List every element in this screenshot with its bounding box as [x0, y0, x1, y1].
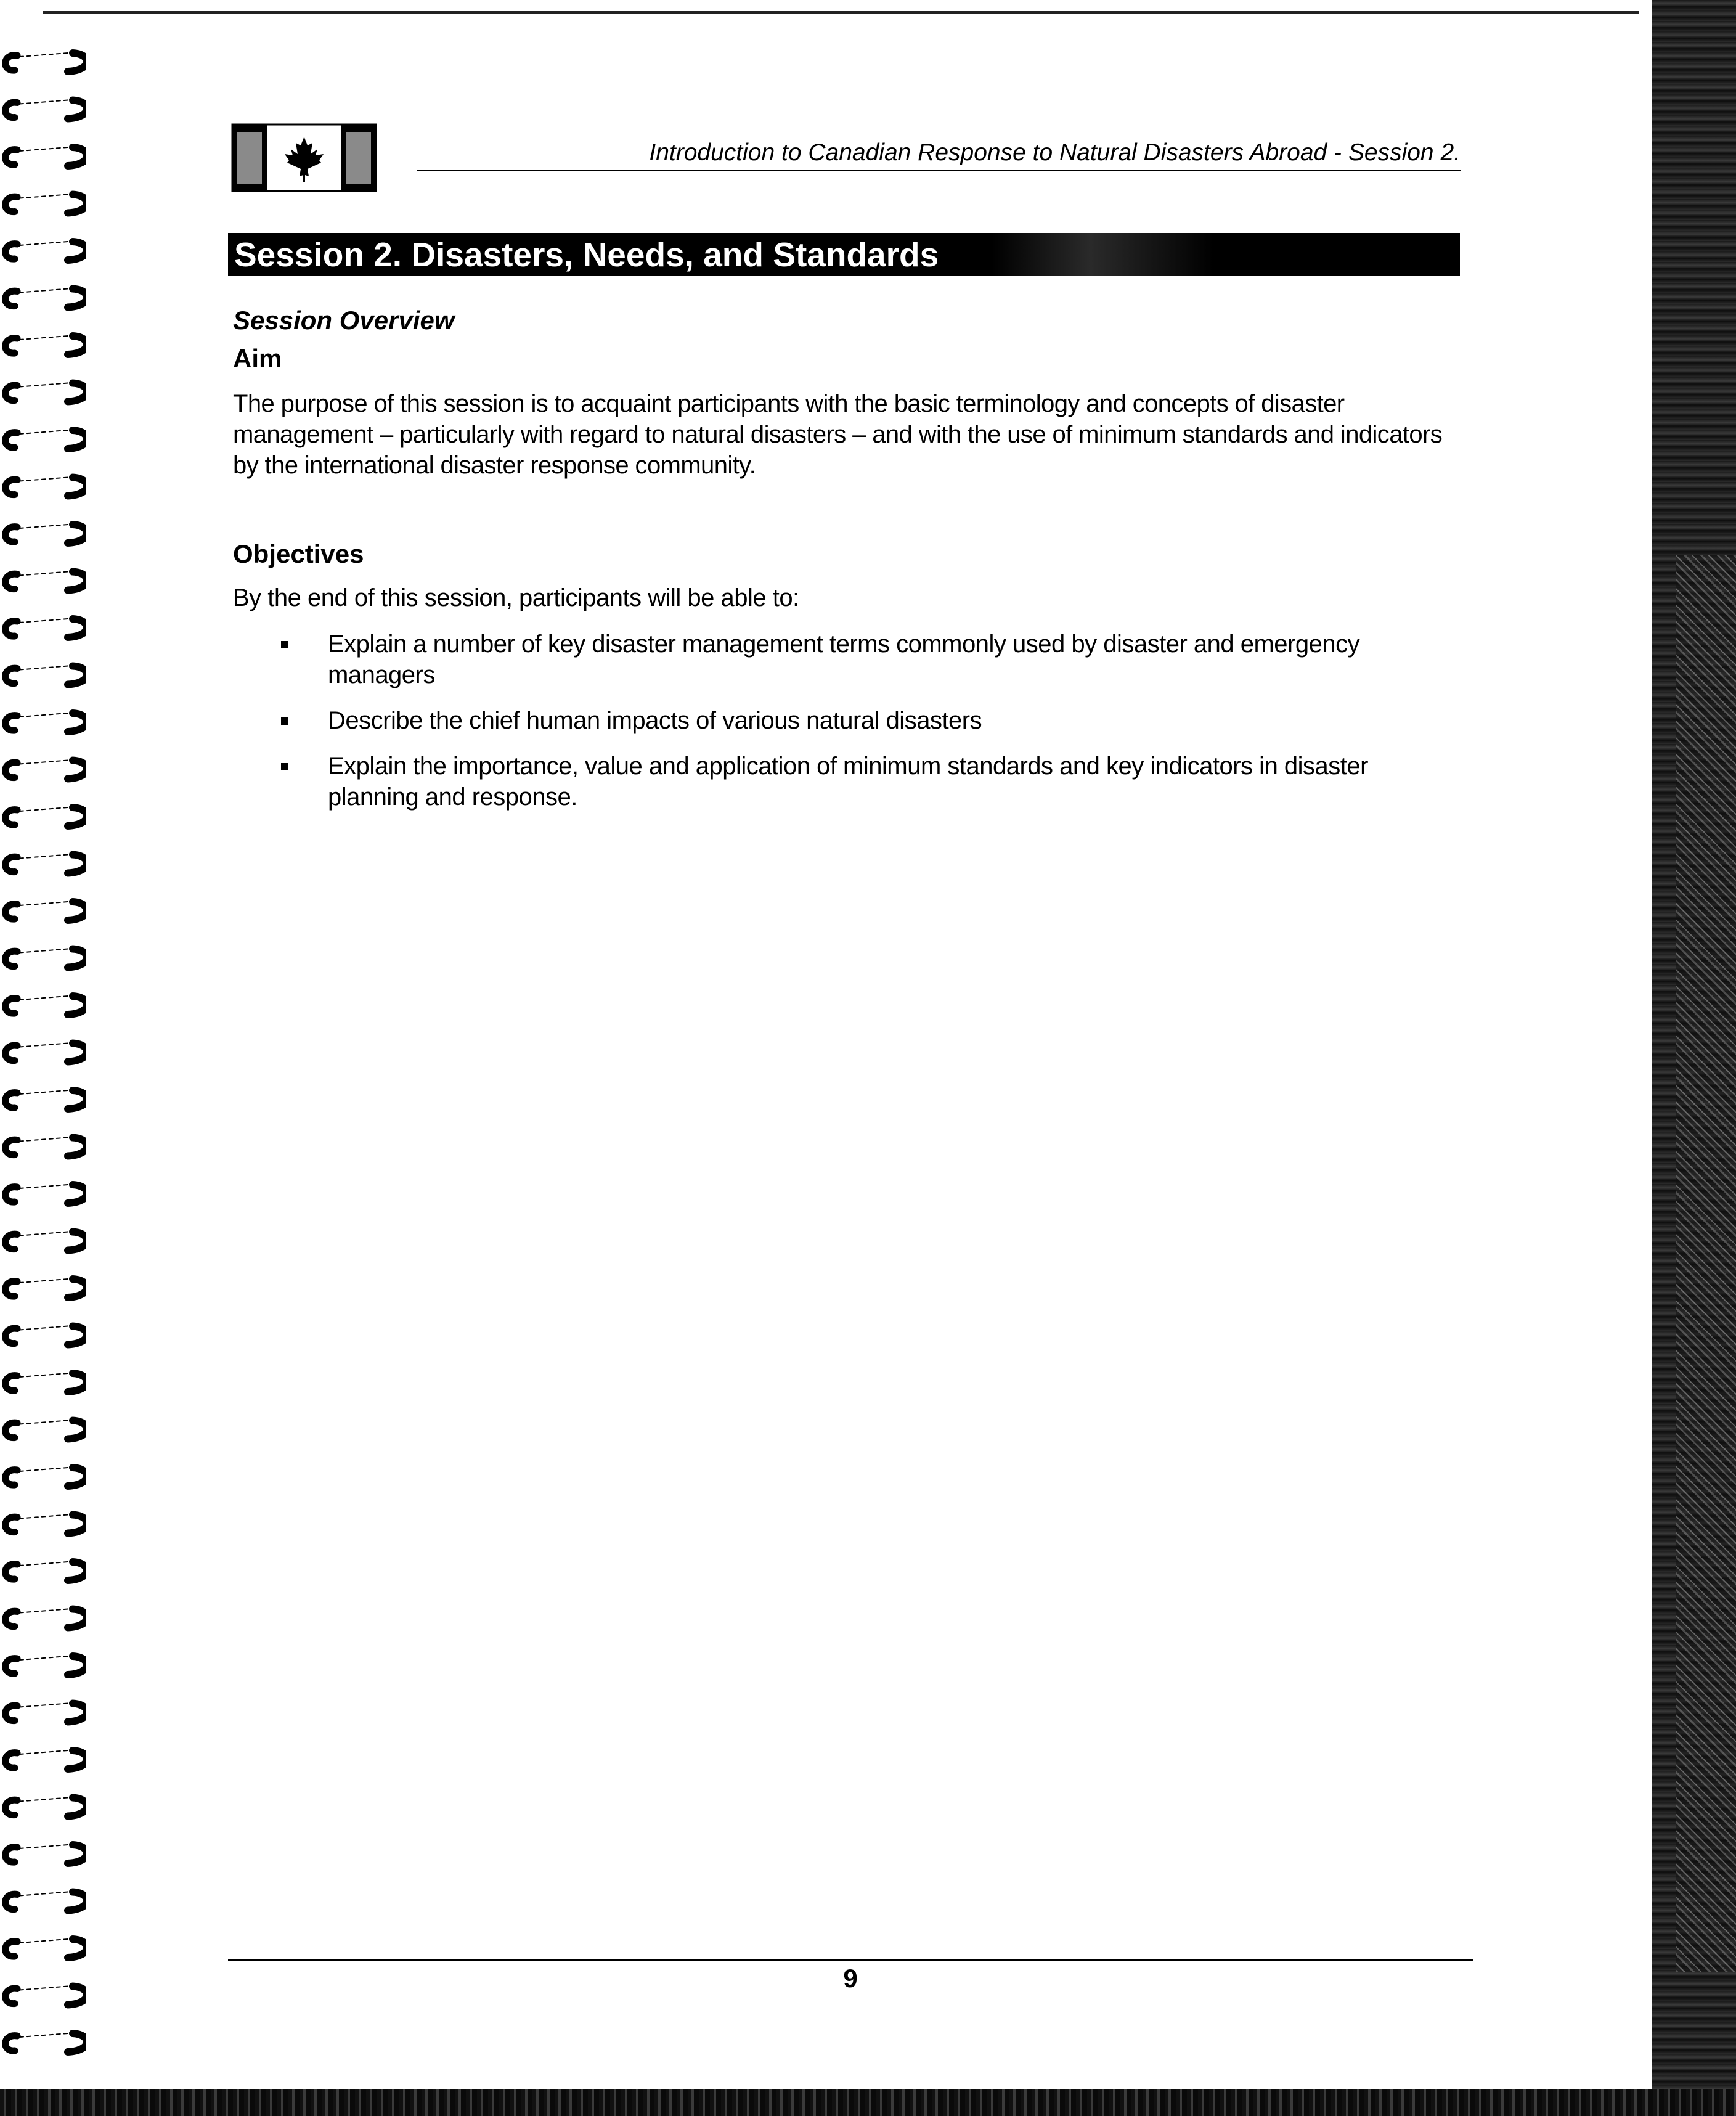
- binding-coil: [6, 574, 17, 589]
- binding-coil: [6, 1423, 17, 1437]
- list-item: [271, 629, 1461, 690]
- binding-coil: [6, 810, 17, 825]
- binding-wire: [20, 478, 68, 481]
- binding-coil: [6, 433, 17, 447]
- binding-coil: [6, 1564, 17, 1579]
- binding-hook: [68, 1421, 86, 1439]
- binding-coil: [6, 1705, 17, 1720]
- bullet-icon: [281, 717, 288, 725]
- binding-wire: [20, 147, 68, 151]
- binding-wire: [20, 1562, 68, 1566]
- binding-hook: [68, 855, 86, 873]
- binding-wire: [20, 1515, 68, 1519]
- binding-hook: [68, 289, 86, 308]
- binding-coil: [6, 1045, 17, 1060]
- binding-coil: [6, 951, 17, 966]
- binding-wire: [20, 1750, 68, 1754]
- binding-wire: [20, 1090, 68, 1094]
- objectives-intro: By the end of this session, participants will be able to:: [233, 584, 799, 611]
- binding-hook: [68, 1562, 86, 1580]
- scan-bottom-edge: [0, 2089, 1736, 2116]
- page-top-edge: [43, 11, 1639, 14]
- binding-wire: [20, 1656, 68, 1660]
- binding-wire: [20, 383, 68, 387]
- binding-hook: [68, 666, 86, 685]
- binding-wire: [20, 1987, 68, 1990]
- binding-hook: [68, 430, 86, 449]
- binding-hook: [68, 619, 86, 637]
- binding-wire: [20, 195, 68, 198]
- aim-paragraph: The purpose of this session is to acquaint participants with the basic terminology and concepts of disaster management – particularly with regard to natural disasters – and with the use of minimum standards and indicators by the international disaster response community.: [233, 390, 1443, 479]
- binding-coil: [6, 197, 17, 211]
- binding-wire: [20, 2033, 68, 2037]
- binding-hook: [68, 1279, 86, 1297]
- session-title: Session 2. Disasters, Needs, and Standards: [234, 235, 939, 274]
- binding-wire: [20, 807, 68, 811]
- binding-coil: [6, 1988, 17, 2003]
- objective-text: Describe the chief human impacts of various natural disasters: [328, 707, 982, 734]
- binding-hook: [68, 1515, 86, 1534]
- binding-hook: [68, 525, 86, 543]
- binding-wire: [20, 1373, 68, 1377]
- binding-wire: [20, 1892, 68, 1896]
- aim-heading: Aim: [233, 344, 282, 373]
- binding-wire: [20, 430, 68, 434]
- bullet-icon: [281, 641, 288, 648]
- binding-hook: [68, 1656, 86, 1675]
- binding-coil: [6, 385, 17, 400]
- binding-coil: [6, 1470, 17, 1485]
- binding-hook: [68, 761, 86, 779]
- header-rule: [417, 170, 1461, 171]
- binding-coil: [6, 1376, 17, 1391]
- binding-wire: [20, 53, 68, 57]
- binding-hook: [68, 195, 86, 213]
- binding-hook: [68, 242, 86, 260]
- binding-coil: [6, 999, 17, 1013]
- session-title-bar: [228, 233, 1460, 276]
- binding-wire: [20, 902, 68, 905]
- scan-noise: [1676, 555, 1736, 1972]
- binding-coil: [6, 1281, 17, 1296]
- binding-coil: [6, 55, 17, 70]
- bullet-icon: [281, 763, 288, 770]
- objective-text: Explain the importance, value and application of minimum standards and key indicators in disaster planning and response.: [328, 753, 1368, 811]
- binding-coil: [6, 904, 17, 919]
- binding-coil: [6, 1847, 17, 1862]
- binding-hook: [68, 1892, 86, 1911]
- binding-hook: [68, 1987, 86, 2005]
- binding-coil: [6, 1328, 17, 1343]
- binding-coil: [6, 480, 17, 494]
- binding-coil: [6, 1140, 17, 1154]
- binding-coil: [6, 291, 17, 306]
- page-number: 9: [843, 1964, 858, 1993]
- objective-text: Explain a number of key disaster management terms commonly used by disaster and emergency managers: [328, 631, 1360, 688]
- binding-hook: [68, 1326, 86, 1345]
- binding-wire: [20, 1704, 68, 1707]
- binding-coil: [6, 1611, 17, 1626]
- list-item: [271, 751, 1461, 812]
- binding-coil: [6, 1659, 17, 1673]
- binding-coil: [6, 2036, 17, 2051]
- binding-hook: [68, 572, 86, 590]
- binding-wire: [20, 525, 68, 528]
- binding-hook: [68, 1232, 86, 1251]
- objectives-heading: Objectives: [233, 539, 364, 568]
- binding-coil: [6, 244, 17, 259]
- binding-coil: [6, 668, 17, 683]
- binding-hook: [68, 1185, 86, 1203]
- binding-hook: [68, 996, 86, 1015]
- binding-hook: [68, 1090, 86, 1109]
- binding-hook: [68, 1750, 86, 1769]
- canada-flag-icon: [231, 123, 377, 192]
- binding-wire: [20, 761, 68, 764]
- binding-wire: [20, 949, 68, 953]
- session-overview-heading: Session Overview: [233, 306, 455, 335]
- binding-hook: [68, 1609, 86, 1628]
- binding-wire: [20, 572, 68, 576]
- binding-wire: [20, 242, 68, 245]
- binding-hook: [68, 100, 86, 119]
- binding-coil: [6, 338, 17, 353]
- spiral-binding: [0, 37, 86, 2071]
- binding-wire: [20, 1326, 68, 1330]
- binding-hook: [68, 53, 86, 71]
- binding-coil: [6, 1187, 17, 1202]
- binding-hook: [68, 2033, 86, 2052]
- binding-hook: [68, 383, 86, 402]
- binding-hook: [68, 1468, 86, 1486]
- binding-wire: [20, 100, 68, 104]
- binding-wire: [20, 855, 68, 859]
- binding-coil: [6, 1800, 17, 1815]
- binding-hook: [68, 713, 86, 732]
- binding-hook: [68, 949, 86, 968]
- binding-coil: [6, 102, 17, 117]
- binding-wire: [20, 1138, 68, 1142]
- list-item: [271, 705, 1461, 736]
- binding-wire: [20, 1845, 68, 1848]
- binding-wire: [20, 666, 68, 670]
- binding-hook: [68, 1373, 86, 1392]
- binding-coil: [6, 527, 17, 542]
- binding-hook: [68, 1798, 86, 1816]
- binding-coil: [6, 762, 17, 777]
- binding-coil: [6, 150, 17, 165]
- binding-coil: [6, 1234, 17, 1249]
- binding-coil: [6, 1942, 17, 1956]
- binding-hook: [68, 1939, 86, 1958]
- binding-wire: [20, 289, 68, 293]
- binding-coil: [6, 716, 17, 730]
- binding-hook: [68, 1138, 86, 1156]
- binding-coil: [6, 857, 17, 872]
- binding-wire: [20, 336, 68, 340]
- binding-hook: [68, 1044, 86, 1062]
- binding-coil: [6, 1517, 17, 1532]
- binding-coil: [6, 1894, 17, 1909]
- objectives-list: [271, 629, 1461, 827]
- binding-wire: [20, 996, 68, 1000]
- binding-coil: [6, 621, 17, 636]
- binding-wire: [20, 619, 68, 623]
- binding-hook: [68, 902, 86, 920]
- binding-wire: [20, 1939, 68, 1943]
- binding-wire: [20, 1798, 68, 1802]
- binding-hook: [68, 336, 86, 354]
- binding-wire: [20, 1232, 68, 1236]
- binding-wire: [20, 1279, 68, 1283]
- binding-wire: [20, 1185, 68, 1188]
- binding-wire: [20, 1044, 68, 1047]
- binding-hook: [68, 478, 86, 496]
- scan-right-edge: [1652, 0, 1736, 2116]
- binding-hook: [68, 1845, 86, 1863]
- binding-hook: [68, 807, 86, 826]
- binding-coil: [6, 1753, 17, 1768]
- binding-hook: [68, 1704, 86, 1722]
- binding-wire: [20, 1609, 68, 1613]
- running-header: Introduction to Canadian Response to Natural Disasters Abroad - Session 2.: [649, 139, 1461, 166]
- binding-coil: [6, 1093, 17, 1108]
- footer-rule: [228, 1959, 1473, 1961]
- binding-wire: [20, 1468, 68, 1471]
- binding-wire: [20, 713, 68, 717]
- binding-hook: [68, 147, 86, 166]
- binding-wire: [20, 1421, 68, 1424]
